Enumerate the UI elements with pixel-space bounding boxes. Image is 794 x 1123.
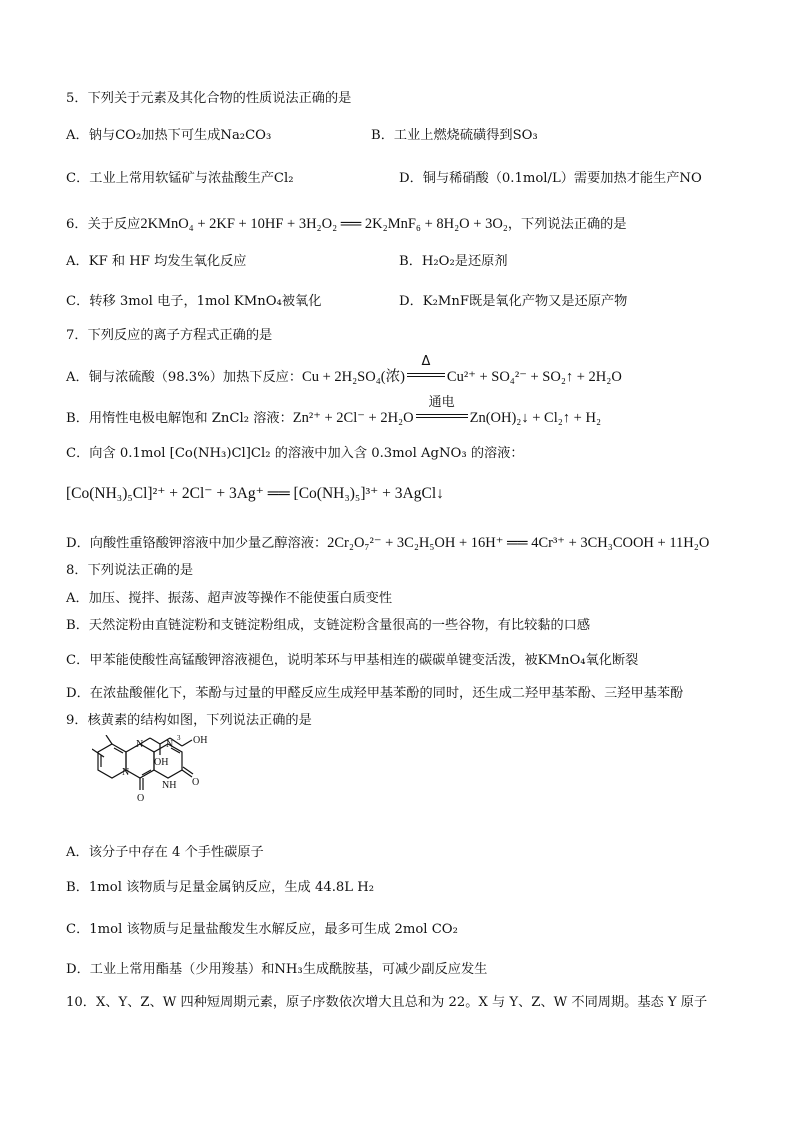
q7-b-left: Zn²⁺ + 2Cl⁻ + 2H₂O — [292, 410, 414, 426]
q5-option-b: B．工业上燃烧硫磺得到SO₃ — [371, 128, 538, 143]
electrolysis-condition: 通电 — [428, 395, 455, 410]
electrolysis-arrow-icon — [414, 395, 470, 425]
q6-option-c: C．转移 3mol 电子，1mol KMnO₄被氧化 — [66, 294, 322, 309]
q7-option-b — [66, 395, 601, 429]
q9-option-b: B．1mol 该物质与足量金属钠反应，生成 44.8L H₂ — [66, 880, 375, 895]
structure-label-nh: NH — [162, 780, 177, 791]
heat-condition: Δ — [421, 354, 431, 369]
structure-label-repeat: 3 — [177, 735, 181, 742]
q7-d-text: D．向酸性重铬酸钾溶液中加少量乙醇溶液： — [66, 536, 328, 551]
q7-a-left: Cu + 2H₂SO₄(浓) — [302, 369, 405, 385]
q6-equation: 2KMnO₄ + 2KF + 10HF + 3H₂O₂ ══ 2K₂MnF₆ + 8H₂O + 3O₂ — [140, 216, 508, 232]
q8-option-d: D．在浓盐酸催化下，苯酚与过量的甲醛反应生成羟甲基苯酚的同时，还生成二羟甲基苯酚、三羟甲基苯酚 — [66, 686, 684, 701]
structure-label-oh2: OH — [193, 735, 208, 746]
q6-option-a: A．KF 和 HF 均发生氧化反应 — [66, 254, 247, 269]
structure-label-o2: O — [192, 777, 200, 788]
heat-arrow-icon — [405, 354, 447, 384]
q7-c-equation: [Co(NH₃)₅Cl]²⁺ + 2Cl⁻ + 3Ag⁺ ══ [Co(NH₃)₅]³⁺ + 3AgCl↓ — [66, 485, 444, 502]
q7-option-c: C．向含 0.1mol [Co(NH₃)Cl]Cl₂ 的溶液中加入含 0.3mol AgNO₃ 的溶液： — [66, 446, 524, 461]
q6-stem-prefix: 6．关于反应 — [66, 217, 141, 232]
structure-label-n2: N — [122, 767, 130, 778]
q7-b-right: Zn(OH)₂↓ + Cl₂↑ + H₂ — [469, 410, 601, 426]
structure-label-n1: N — [136, 739, 144, 750]
q6-stem — [66, 214, 627, 235]
q5-option-a: A．钠与CO₂加热下可生成Na₂CO₃ — [66, 128, 272, 143]
q8-option-b: B．天然淀粉由直链淀粉和支链淀粉组成，支链淀粉含量很高的一些谷物，有比较黏的口感 — [66, 618, 590, 633]
q6-option-b: B．H₂O₂是还原剂 — [399, 254, 508, 269]
q8-option-a: A．加压、搅拌、振荡、超声波等操作不能使蛋白质变性 — [66, 591, 393, 606]
q7-option-d — [66, 533, 709, 554]
q7-a-text: A．铜与浓硫酸（98.3%）加热下反应： — [66, 370, 303, 385]
q5-stem: 5．下列关于元素及其化合物的性质说法正确的是 — [66, 91, 352, 106]
q5-option-d: D．铜与稀硝酸（0.1mol/L）需要加热才能生产NO — [399, 171, 702, 186]
q9-stem: 9．核黄素的结构如图，下列说法正确的是 — [66, 713, 312, 728]
q9-option-a: A．该分子中存在 4 个手性碳原子 — [66, 845, 264, 860]
q8-stem: 8．下列说法正确的是 — [66, 563, 194, 578]
q9-option-c: C．1mol 该物质与足量盐酸发生水解反应，最多可生成 2mol CO₂ — [66, 922, 458, 937]
q7-stem: 7．下列反应的离子方程式正确的是 — [66, 328, 273, 343]
q5-option-c: C．工业上常用软锰矿与浓盐酸生产Cl₂ — [66, 171, 294, 186]
q7-d-equation: 2Cr₂O₇²⁻ + 3C₂H₅OH + 16H⁺ ══ 4Cr³⁺ + 3CH₃COOH + 11H₂O — [327, 535, 710, 551]
q7-a-right: Cu²⁺ + SO₄²⁻ + SO₂↑ + 2H₂O — [446, 369, 622, 385]
q6-option-d: D．K₂MnF既是氧化产物又是还原产物 — [399, 294, 628, 309]
q10-stem: 10．X、Y、Z、W 四种短周期元素，原子序数依次增大且总和为 22。X 与 Y、Z、W 不同周期。基态 Y 原子 — [66, 995, 708, 1010]
q7-b-text: B．用惰性电极电解饱和 ZnCl₂ 溶液： — [66, 411, 293, 426]
q8-option-c: C．甲苯能使酸性高锰酸钾溶液褪色，说明苯环与甲基相连的碳碳单键变活泼，被KMnO₄氧化断裂 — [66, 653, 639, 668]
structure-label-n3: N — [166, 739, 174, 750]
riboflavin-structure-diagram — [92, 735, 242, 835]
q7-option-a — [66, 354, 622, 388]
q6-stem-suffix: ，下列说法正确的是 — [507, 217, 627, 232]
structure-label-o1: O — [137, 793, 145, 804]
q9-option-d: D．工业上常用酯基（少用羧基）和NH₃生成酰胺基，可减少副反应发生 — [66, 962, 488, 977]
structure-label-oh1: OH — [154, 757, 169, 768]
